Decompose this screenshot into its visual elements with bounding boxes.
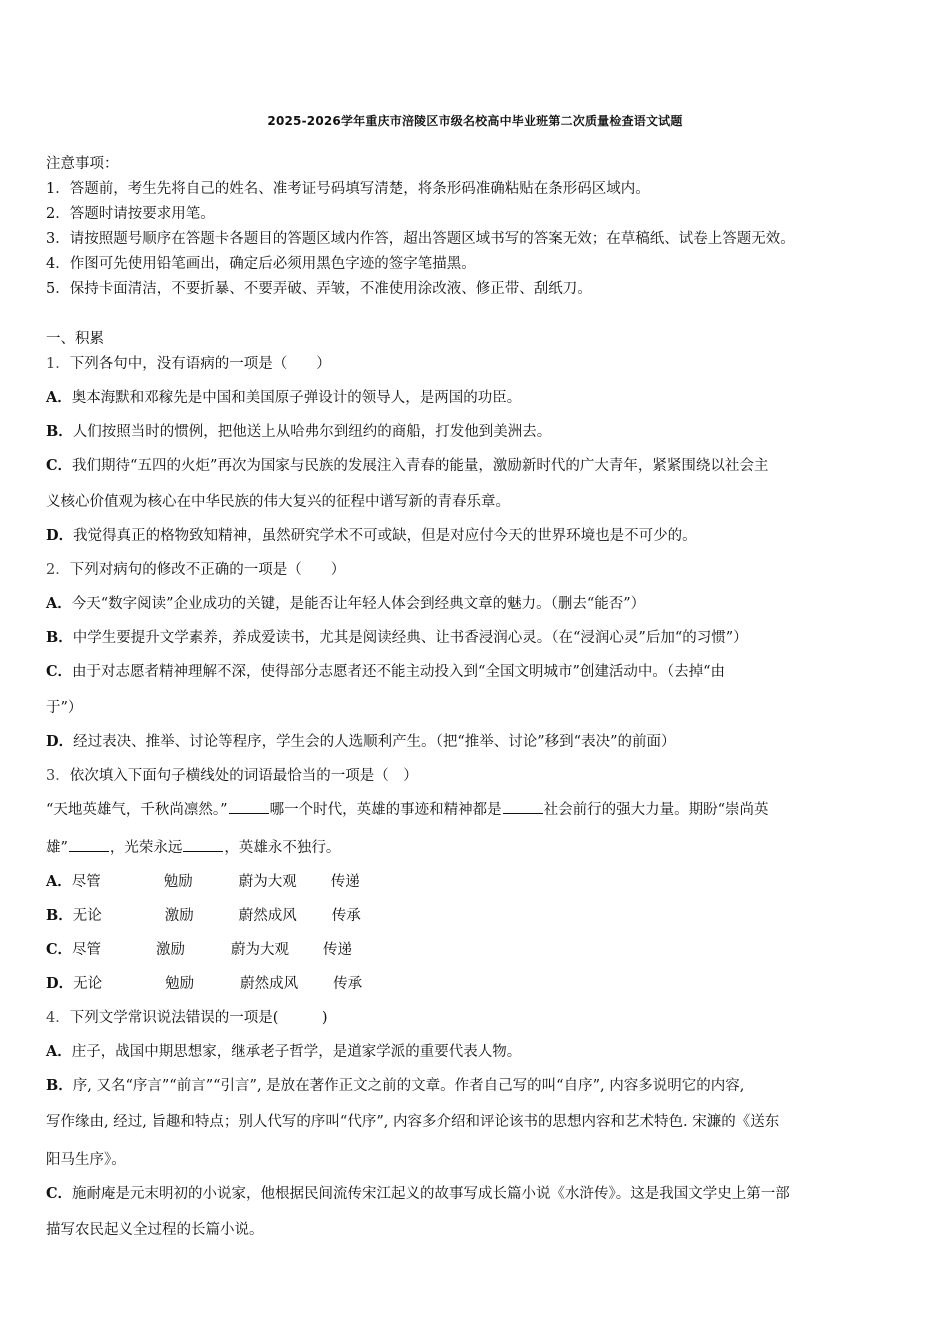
option-c: [46, 1182, 790, 1203]
passage-text: 雄”: [46, 840, 68, 856]
option-word: 蔚为大观: [231, 942, 290, 958]
option-c-continued: 描写农民起义全过程的长篇小说。: [46, 1222, 264, 1238]
question-number: 2．: [46, 562, 70, 578]
option-word: 蔚为大观: [238, 874, 297, 890]
option-label: B．: [46, 907, 73, 924]
question-3-stem: [46, 764, 418, 785]
question-text: 下列对病句的修改不正确的一项是（ ）: [69, 562, 346, 578]
option-label: C．: [46, 941, 73, 958]
option-c-continued: 于”）: [46, 700, 83, 716]
notice-item: 4．作图可先使用铅笔画出，确定后必须用黑色字迹的签字笔描黑。: [46, 256, 476, 272]
option-word: 尽管: [72, 942, 102, 958]
fill-blank: [69, 839, 109, 852]
question-3-passage: [46, 798, 769, 819]
section-heading: 一、积累: [46, 331, 104, 347]
option-label: C．: [46, 1185, 73, 1202]
question-text: 依次填入下面句子横线处的词语最恰当的一项是（ ）: [69, 768, 418, 784]
option-c: [46, 938, 352, 959]
option-b: [46, 420, 551, 441]
option-label: D．: [46, 733, 74, 750]
option-d: [46, 524, 697, 545]
option-text: 经过表决、推举、讨论等程序，学生会的人选顺利产生。（把“推举、讨论”移到“表决”的前面）: [73, 734, 676, 750]
option-b-continued: 写作缘由, 经过, 旨趣和特点；别人代写的序叫“代序”, 内容多介绍和评论该书的思想内容和艺术特色. 宋濂的《送东: [46, 1114, 780, 1130]
option-label: A．: [46, 389, 72, 406]
option-word: 激励: [164, 908, 194, 924]
option-c: [46, 454, 768, 475]
question-text: 下列文学常识说法错误的一项是( ): [69, 1010, 328, 1026]
option-word: 无论: [73, 976, 103, 992]
option-text: 庄子，战国中期思想家，继承老子哲学，是道家学派的重要代表人物。: [71, 1044, 522, 1060]
option-word: 传承: [331, 908, 361, 924]
option-word: 传递: [330, 874, 360, 890]
option-a: [46, 592, 645, 613]
option-b: [46, 626, 748, 647]
option-text: 由于对志愿者精神理解不深，使得部分志愿者还不能主动投入到“全国文明城市”创建活动中。（去掉“由: [72, 664, 726, 680]
option-label: A．: [46, 873, 72, 890]
option-word: 勉励: [165, 976, 195, 992]
option-word: 无论: [72, 908, 102, 924]
option-b-continued: 阳马生序》。: [46, 1152, 126, 1168]
passage-text: ，英雄永不独行。: [224, 840, 341, 856]
notice-item: 3．请按照题号顺序在答题卡各题目的答题区域内作答，超出答题区域书写的答案无效；在草稿纸、试卷上答题无效。: [46, 231, 795, 247]
passage-text: “天地英雄气，千秋尚凛然。”: [46, 802, 228, 818]
question-2-stem: [46, 558, 345, 579]
option-a: [46, 870, 360, 891]
option-text: 奥本海默和邓稼先是中国和美国原子弹设计的领导人，是两国的功臣。: [71, 390, 522, 406]
option-b: [46, 1074, 744, 1095]
question-text: 下列各句中，没有语病的一项是（ ）: [69, 356, 331, 372]
option-d: [46, 972, 362, 993]
option-word: 尽管: [71, 874, 101, 890]
page-title: 2025-2026学年重庆市涪陵区市级名校高中毕业班第二次质量检查语文试题: [267, 114, 683, 128]
notice-item: 5．保持卡面清洁，不要折暴、不要弄破、弄皱，不准使用涂改液、修正带、刮纸刀。: [46, 281, 592, 297]
passage-text: 社会前行的强大力量。期盼“崇尚英: [543, 802, 769, 818]
option-a: [46, 1040, 521, 1061]
notice-heading: 注意事项：: [46, 156, 119, 172]
question-number: 1．: [46, 356, 70, 372]
option-a: [46, 386, 521, 407]
question-1-stem: [46, 352, 331, 373]
option-c-continued: 义核心价值观为核心在中华民族的伟大复兴的征程中谱写新的青春乐章。: [46, 494, 510, 510]
fill-blank: [183, 839, 223, 852]
option-word: 传递: [323, 942, 353, 958]
option-label: C．: [46, 457, 73, 474]
option-word: 蔚然成风: [238, 908, 297, 924]
option-label: D．: [46, 975, 74, 992]
option-word: 勉励: [163, 874, 193, 890]
option-d: [46, 730, 675, 751]
question-4-stem: [46, 1006, 328, 1027]
option-word: 激励: [156, 942, 186, 958]
question-number: 3．: [46, 768, 70, 784]
option-c: [46, 660, 725, 681]
option-label: A．: [46, 1043, 72, 1060]
option-label: D．: [46, 527, 74, 544]
option-label: B．: [46, 1077, 73, 1094]
option-text: 人们按照当时的惯例，把他送上从哈弗尔到纽约的商船，打发他到美洲去。: [72, 424, 552, 440]
option-text: 我们期待“五四的火炬”再次为国家与民族的发展注入青春的能量，激励新时代的广大青年，紧紧围绕以社会主: [72, 458, 769, 474]
passage-text: 哪一个时代，英雄的事迹和精神都是: [269, 802, 502, 818]
option-text: 我觉得真正的格物致知精神，虽然研究学术不可或缺，但是对应付今天的世界环境也是不可少的。: [73, 528, 697, 544]
option-text: 施耐庵是元末明初的小说家，他根据民间流传宋江起义的故事写成长篇小说《水浒传》。这是我国文学史上第一部: [72, 1186, 790, 1202]
fill-blank: [503, 801, 543, 814]
option-text: 中学生要提升文学素养，养成爱读书，尤其是阅读经典、让书香浸润心灵。（在“浸润心灵”后加“的习惯”）: [72, 630, 748, 646]
passage-text: ，光荣永远: [109, 840, 183, 856]
option-b: [46, 904, 361, 925]
option-text: 序, 又名“序言”“前言”“引言”, 是放在著作正文之前的文章。作者自己写的叫“自序”, 内容多说明它的内容,: [72, 1078, 745, 1094]
notice-item: 1．答题前，考生先将自己的姓名、准考证号码填写清楚，将条形码准确粘贴在条形码区域内。: [46, 181, 650, 197]
option-label: B．: [46, 629, 73, 646]
notice-item: 2．答题时请按要求用笔。: [46, 206, 215, 222]
option-text: 今天“数字阅读”企业成功的关键，是能否让年轻人体会到经典文章的魅力。（删去“能否”）: [71, 596, 646, 612]
option-word: 蔚然成风: [240, 976, 299, 992]
option-word: 传承: [333, 976, 363, 992]
question-number: 4．: [46, 1010, 70, 1026]
option-label: C．: [46, 663, 73, 680]
fill-blank: [229, 801, 269, 814]
option-label: A．: [46, 595, 72, 612]
option-label: B．: [46, 423, 73, 440]
question-3-passage-continued: [46, 836, 340, 857]
